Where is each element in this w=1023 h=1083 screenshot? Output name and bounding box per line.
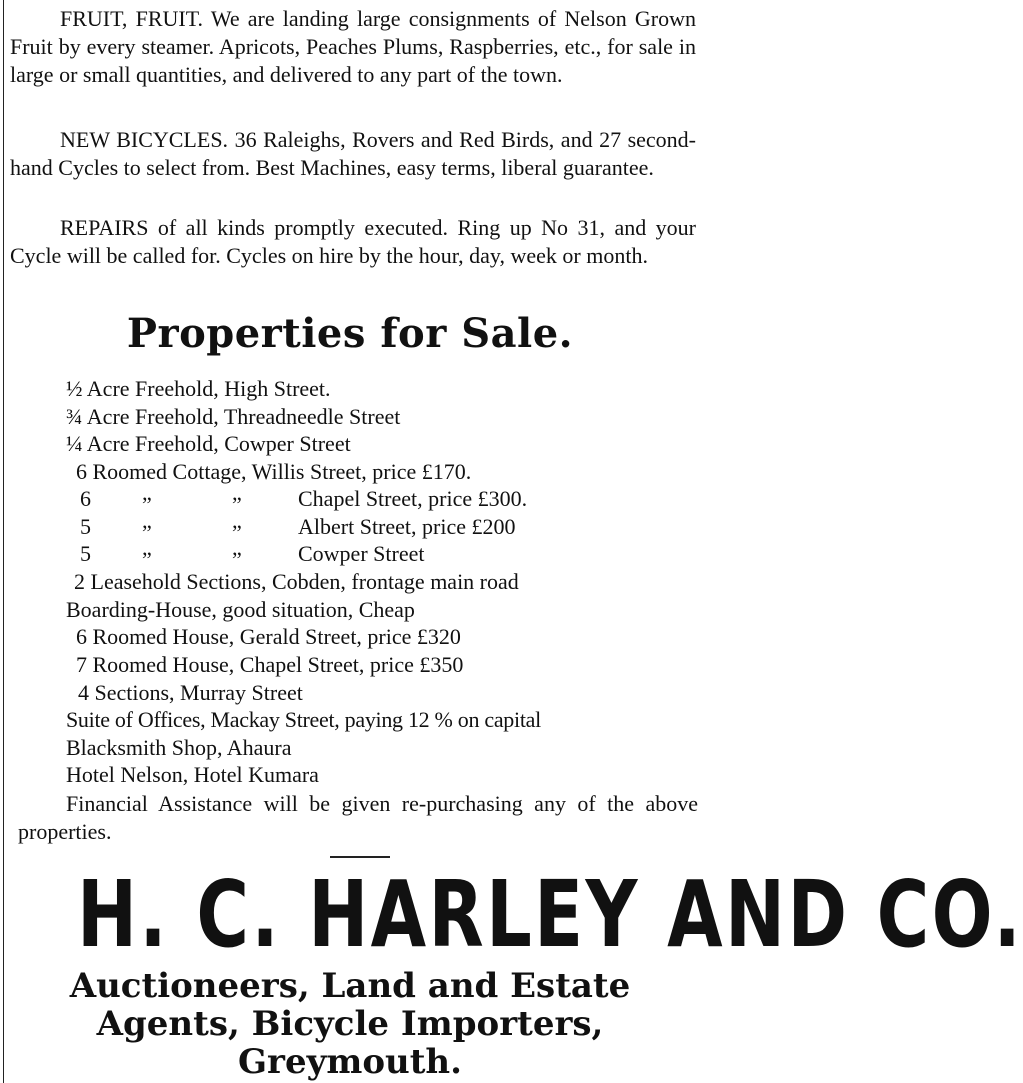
property-item: Hotel Nelson, Hotel Kumara	[66, 762, 319, 787]
tagline-line-2: Agents, Bicycle Importers,	[96, 1004, 604, 1044]
tagline-line-1: Auctioneers, Land and Estate	[69, 966, 631, 1006]
property-item: Boarding-House, good situation, Cheap	[66, 597, 415, 622]
ditto-mark: ”	[142, 547, 152, 572]
repairs-text: of all kinds promptly executed. Ring up No 31, and your Cycle will be called for. Cycles on hire by the hour, day, week or month.	[10, 215, 696, 268]
repairs-notice	[10, 214, 696, 270]
property-text: Albert Street, price £200	[298, 514, 516, 539]
ditto-mark: ”	[142, 520, 152, 545]
property-item: 2 Leasehold Sections, Cobden, frontage main road	[74, 569, 519, 594]
property-item: 7 Roomed House, Chapel Street, price £350	[76, 652, 464, 677]
property-item: Blacksmith Shop, Ahaura	[66, 735, 292, 760]
property-item: 6 Roomed Cottage, Willis Street, price £170.	[76, 459, 472, 484]
fruit-notice	[10, 5, 696, 89]
property-item: 4 Sections, Murray Street	[78, 680, 303, 705]
property-item: ¾ Acre Freehold, Threadneedle Street	[66, 404, 401, 429]
column-rule	[3, 0, 4, 1083]
tagline-line-3: Greymouth.	[238, 1042, 462, 1082]
fruit-text: We are landing large consignments of Nelson Grown Fruit by every steamer. Apricots, Peaches Plums, Raspberries, etc., for sale in large or small quantities, and delivered to any part of the town.	[10, 6, 697, 87]
ditto-mark: ”	[232, 547, 242, 572]
property-number: 5	[80, 514, 91, 539]
financial-assistance-note: Financial Assistance will be given re-purchasing any of the above properties.	[18, 791, 698, 844]
fruit-heading: FRUIT, FRUIT.	[60, 6, 204, 31]
property-text: Cowper Street	[298, 541, 425, 566]
properties-heading: Properties for Sale.	[126, 310, 574, 357]
divider	[330, 856, 390, 858]
ditto-mark: ”	[142, 492, 152, 517]
bicycles-heading: NEW BICYCLES.	[60, 127, 229, 152]
repairs-heading: REPAIRS	[60, 215, 149, 240]
company-name: H. C. HARLEY AND CO.	[77, 861, 1023, 968]
property-item: 6 Roomed House, Gerald Street, price £320	[76, 624, 461, 649]
property-item: ¼ Acre Freehold, Cowper Street	[66, 431, 351, 456]
property-item: ½ Acre Freehold, High Street.	[66, 376, 331, 401]
bicycles-notice	[10, 126, 696, 182]
property-item: Suite of Offices, Mackay Street, paying 12 % on capital	[66, 707, 541, 732]
ditto-mark: ”	[232, 520, 242, 545]
property-number: 5	[80, 541, 91, 566]
ditto-mark: ”	[232, 492, 242, 517]
property-text: Chapel Street, price £300.	[298, 486, 528, 511]
property-number: 6	[80, 486, 91, 511]
bicycles-text: 36 Raleighs, Rovers and Red Birds, and 27 second-hand Cycles to select from. Best Machines, easy terms, liberal guarantee.	[10, 127, 697, 180]
